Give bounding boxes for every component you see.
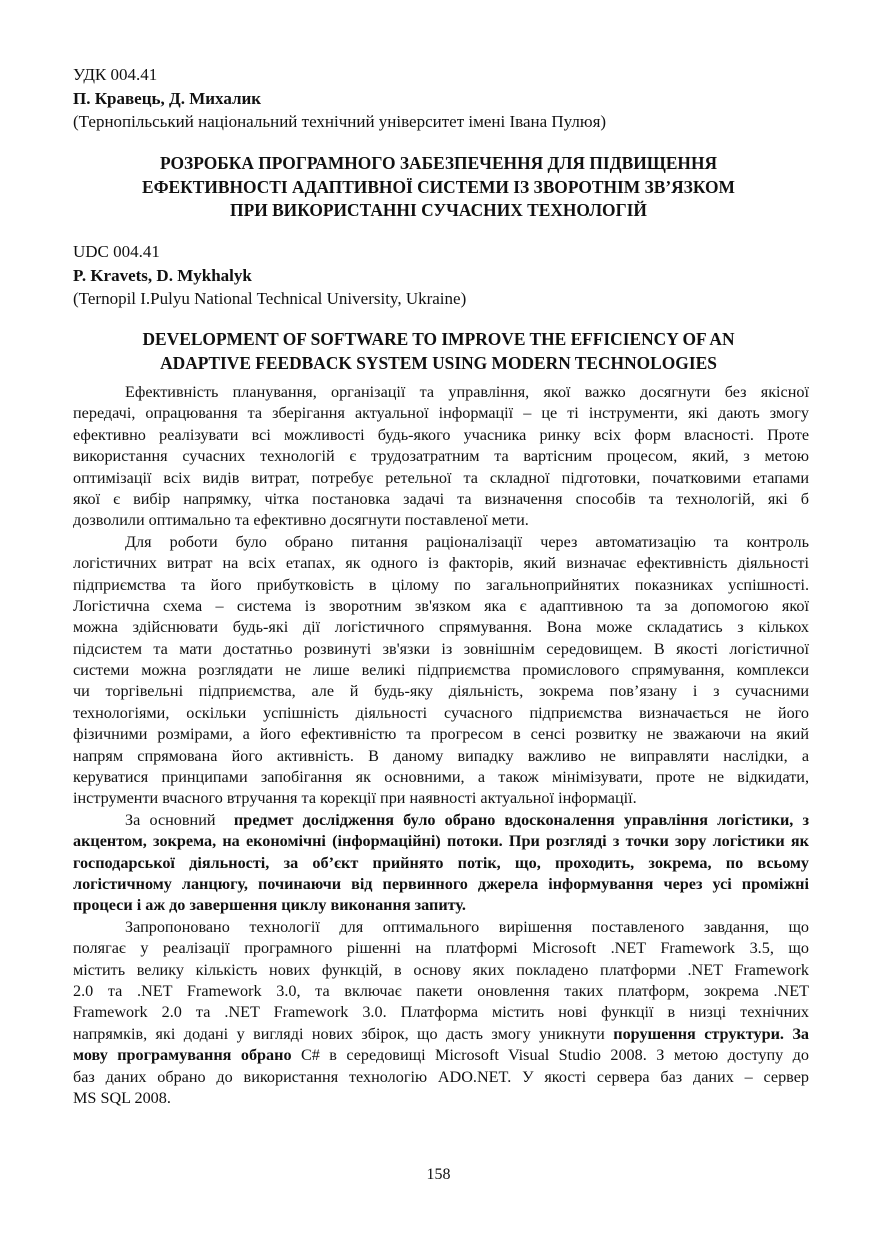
paragraph-line: використання сучасних технологій є трудозатратним та вартісним процесом, який, з метою	[73, 447, 809, 466]
paragraph-line	[73, 810, 809, 831]
paragraph-line: Логістична схема – система із зворотним зв'язком яка є адаптивною та за допомогою якої	[73, 596, 809, 615]
paragraph-line: полягає у реалізації програмного рішенні на платформі Microsoft .NET Framework 3.5, що	[73, 939, 809, 958]
udc-en: UDC 004.41	[73, 242, 160, 261]
affiliation-en: (Ternopil I.Pulyu National Technical University, Ukraine)	[73, 289, 467, 308]
paragraph-line: ефективно реалізувати всі можливості будь-якого учасника ринку всіх форм власності. Проте	[73, 425, 809, 444]
title-en-line: ADAPTIVE FEEDBACK SYSTEM USING MODERN TECHNOLOGIES	[160, 352, 717, 373]
title-ua-line: ЕФЕКТИВНОСТІ АДАПТИВНОЇ СИСТЕМИ ІЗ ЗВОРОТНІМ ЗВ’ЯЗКОМ	[142, 176, 735, 197]
affiliation-ua: (Тернопільський національний технічний університет імені Івана Пулюя)	[73, 112, 607, 131]
paragraph-line: дозволили оптимально та ефективно досягнути поставленої мети.	[73, 511, 529, 530]
paragraph-line: підприємства та його прибутковість в цілому по загальноприйнятих показниках успішності.	[73, 575, 809, 594]
paragraph-line: чи торгівельні підприємства, але й будь-яку діяльність, зокрема пов’язану і з сучасними	[73, 682, 809, 701]
paragraph-line: оптимізації всіх видів витрат, потребує ретельної та складної підготовки, початковими етапами	[73, 468, 809, 487]
paragraph-line: MS SQL 2008.	[73, 1088, 171, 1107]
emphasis-run: порушення структури. За	[613, 1024, 809, 1043]
paragraph-line: логістичному ланцюгу, починаючи від первинного джерела інформування через усі проміжні	[73, 874, 809, 893]
page-number: 158	[426, 1166, 451, 1183]
paragraph-line: логістичних витрат на всіх етапах, як одного із факторів, який визначає ефективність діяльності	[73, 554, 809, 573]
paragraph-line: 2.0 та .NET Framework 3.0, та включає пакети оновлення таких платформ, зокрема .NET	[73, 981, 809, 1000]
subject-emphasis: предмет дослідження було обрано вдосконалення управління логістики, з	[233, 810, 809, 829]
subject-lead: За основний	[125, 810, 216, 829]
paragraph-line: господарської діяльності, за об’єкт прийнято потік, що, проходить, зокрема, по всьому	[73, 853, 809, 872]
body-text	[73, 382, 809, 1109]
paragraph-line: керуватися принципами запобігання як основними, а також мінімізувати, проте не відкидати,	[73, 768, 809, 787]
title-ua-line: ПРИ ВИКОРИСТАННІ СУЧАСНИХ ТЕХНОЛОГІЙ	[230, 200, 647, 220]
paragraph-line: баз даних обрано до використання технологію ADO.NET. У якості сервера баз даних – сервер	[73, 1067, 809, 1086]
paragraph-line: фізичними розмірами, а його ефективністю та прогресом в сенсі розвитку не зважаючи на який	[73, 725, 809, 744]
paragraph-line	[73, 1024, 809, 1045]
paragraph-line: процеси і аж до завершення циклу виконання запиту.	[73, 896, 466, 915]
udc-ua: УДК 004.41	[73, 65, 158, 84]
authors-en: P. Kravets, D. Mykhalyk	[73, 266, 252, 285]
paragraph-line: акцентом, зокрема, на економічні (інформаційні) потоки. При розгляді з точки зору логістики як	[73, 832, 809, 851]
paragraph-line: містить велику кількість нових функцій, в основу яких покладено платформи .NET Framework	[73, 960, 809, 979]
paragraph-line: технологіями, оскільки успішність діяльності сучасного підприємства визначається не його	[73, 703, 809, 722]
paragraph-line: Запропоновано технології для оптимального вирішення поставленого завдання, що	[125, 917, 809, 936]
title-en-line: DEVELOPMENT OF SOFTWARE TO IMPROVE THE EFFICIENCY OF AN	[142, 329, 735, 349]
paragraph-line: можна здійснювати будь-які дії логістичного спрямування. Вона може складатись з кількох	[73, 618, 809, 637]
title-ua-line: РОЗРОБКА ПРОГРАМНОГО ЗАБЕЗПЕЧЕННЯ ДЛЯ ПІДВИЩЕННЯ	[159, 153, 718, 173]
authors-ua: П. Кравець, Д. Михалик	[73, 89, 262, 108]
title-en	[60, 328, 817, 375]
paragraph-line: підсистем та мати достатньо розвинуті зв'язки із зовнішнім середовищем. В якості логістичної	[73, 639, 809, 658]
paragraph-line	[73, 1045, 809, 1066]
paragraph-line: передачі, опрацювання та зберігання актуальної інформації – це ті інструменти, які дають змогу	[73, 404, 809, 423]
paragraph-line: Для роботи було обрано питання раціоналізації через автоматизацію та контроль	[125, 532, 809, 551]
paragraph-line: системи можна розглядати не лише великі підприємства промислового спрямування, комплекси	[73, 661, 809, 680]
title-ua	[60, 152, 817, 223]
paragraph-line: Ефективність планування, організації та управління, якої важко досягнути без якісної	[125, 383, 809, 401]
emphasis-run: мову програмування обрано	[73, 1046, 292, 1065]
paragraph-line: напрям спрямована його активність. В даному випадку важливо не виправляти наслідки, а	[73, 746, 809, 765]
paragraph-line: Framework 2.0 та .NET Framework 3.0. Платформа містить нові функції в низці технічних	[73, 1003, 809, 1022]
paragraph-line: якої є вибір напрямку, чітка постановка задачі та визначення способів та технологій, які б	[73, 489, 809, 508]
paragraph-line: інструменти вчасного втручання та корекції при наявності актуальної інформації.	[73, 789, 637, 808]
text-run: напрямків, які додані у вигляді нових збірок, що дасть змогу уникнути	[73, 1024, 605, 1043]
text-run: C# в середовищі Microsoft Visual Studio 2008. З метою доступу до	[300, 1046, 809, 1065]
